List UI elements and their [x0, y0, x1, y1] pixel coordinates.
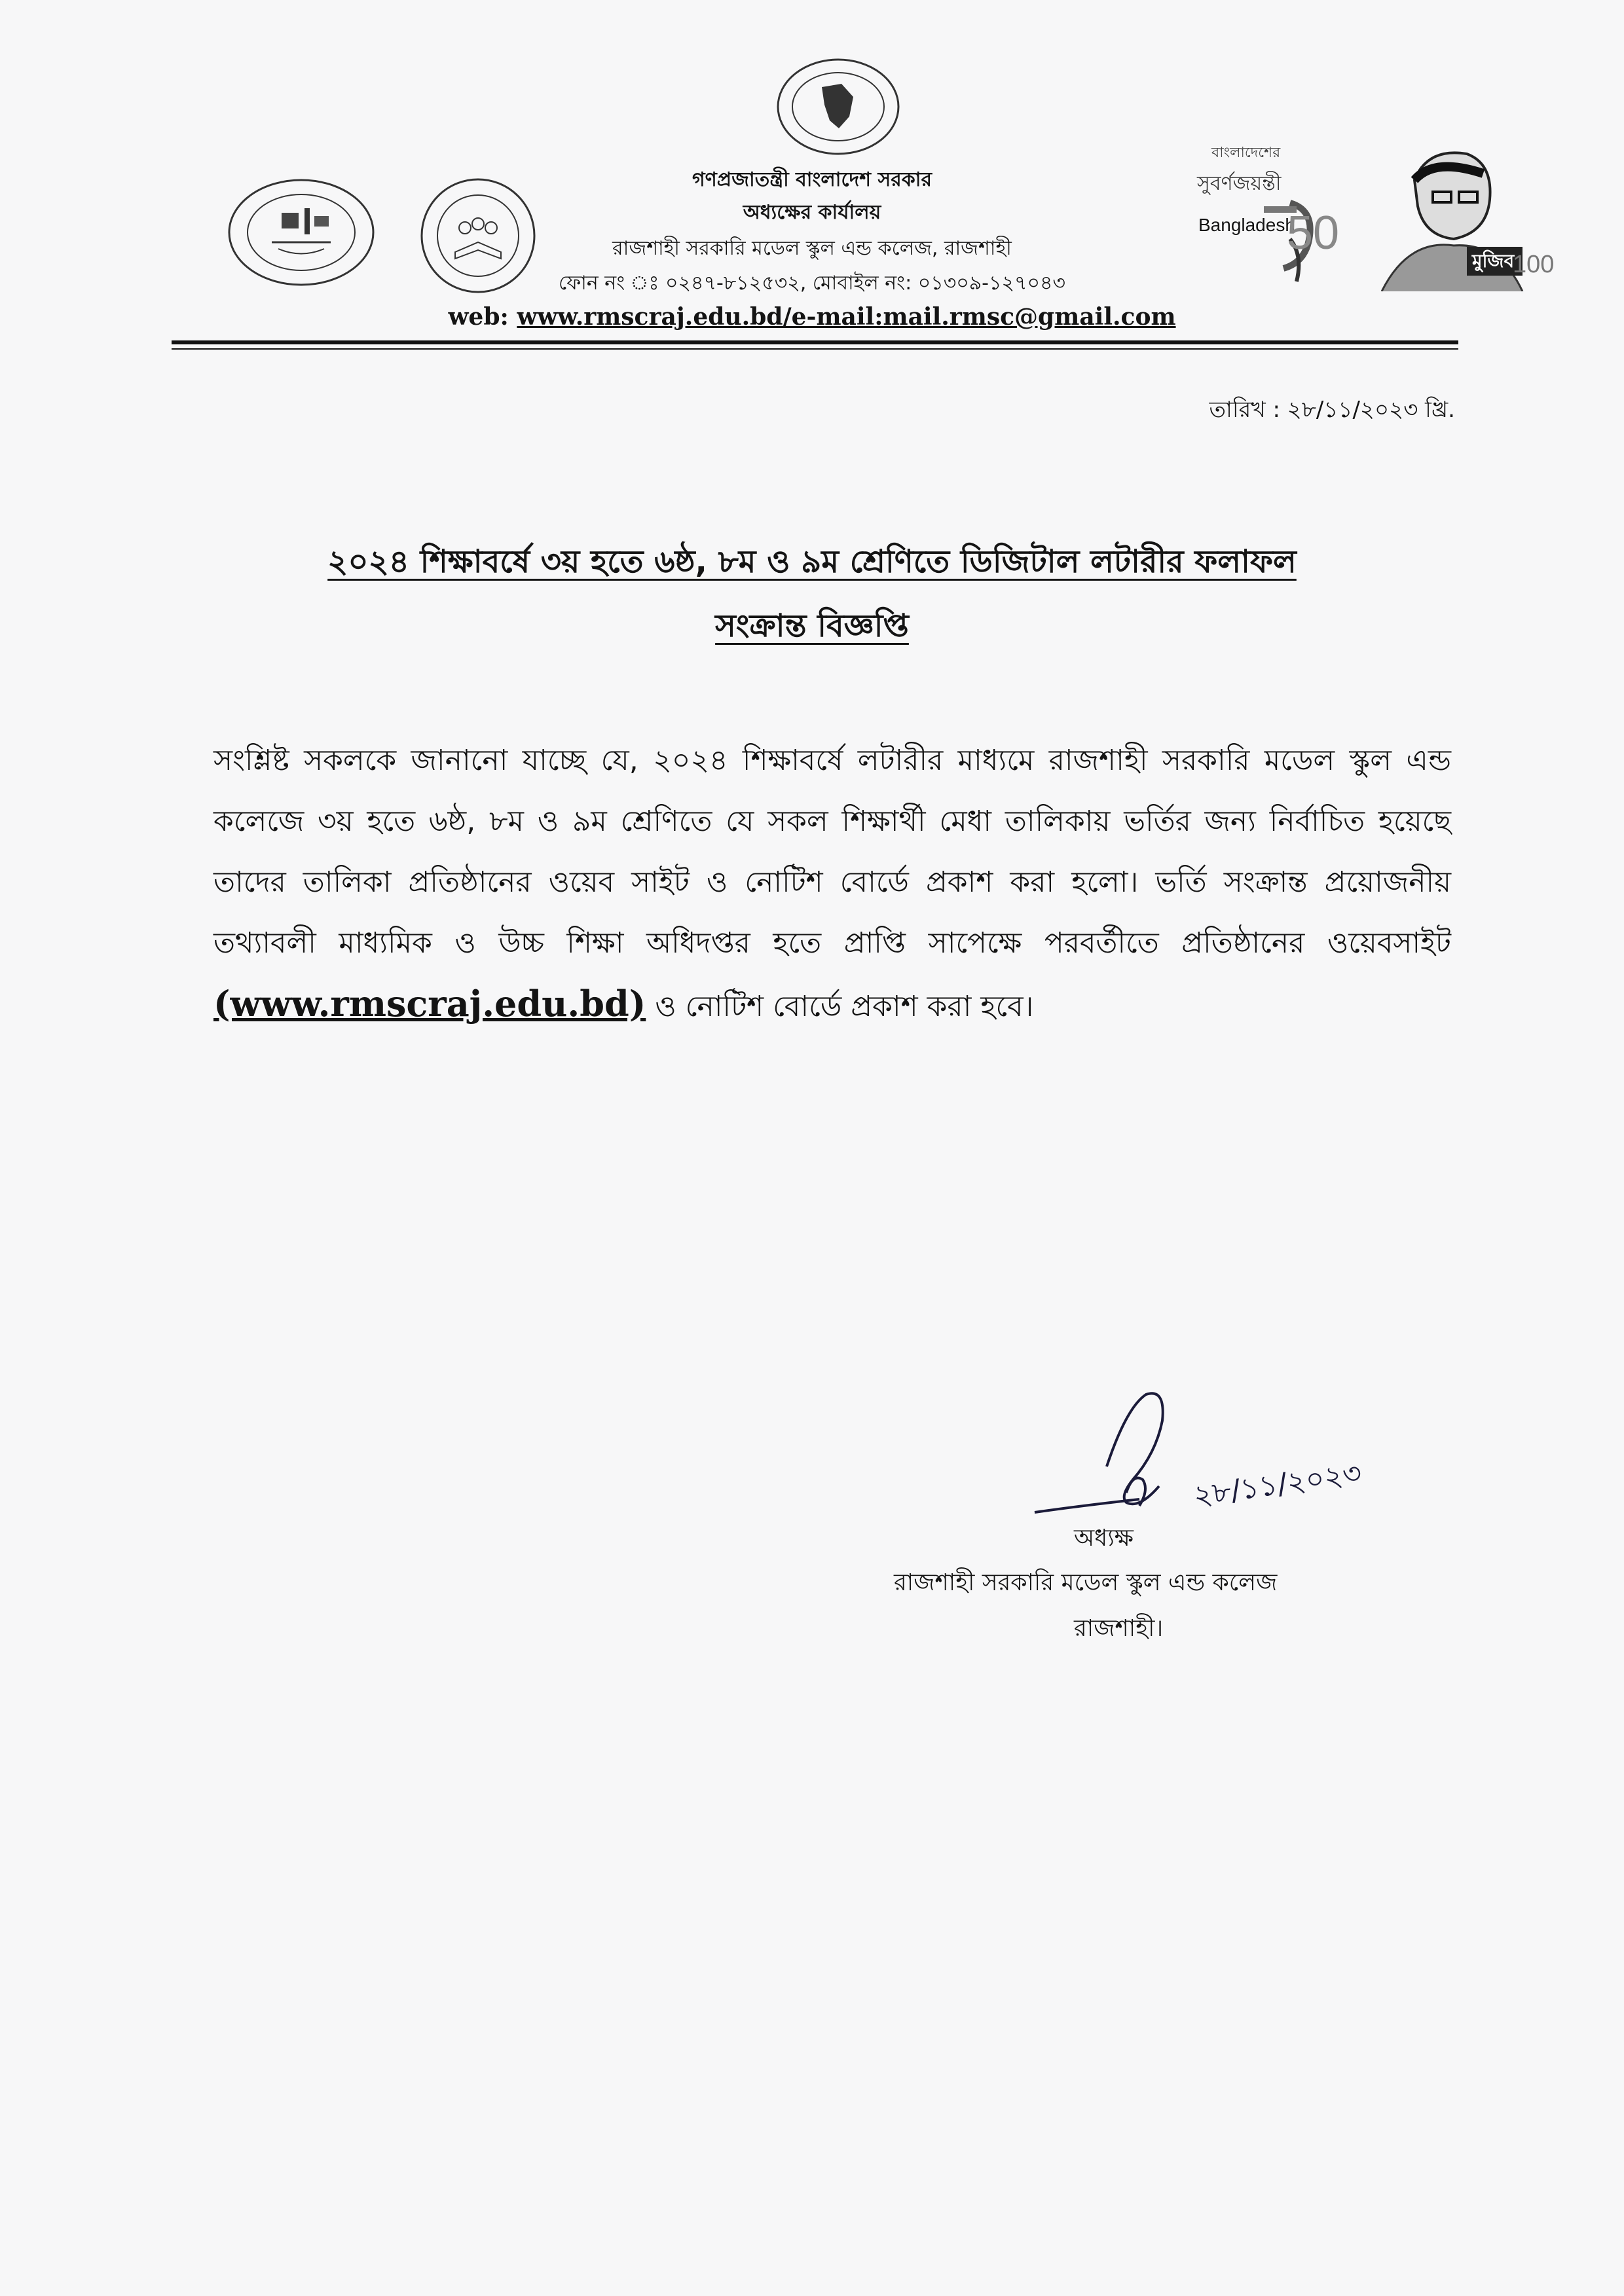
header-institution: রাজশাহী সরকারি মডেল স্কুল এন্ড কলেজ, রাজশাহী: [612, 237, 1012, 260]
handwritten-signature: [1028, 1381, 1447, 1532]
notice-title-line2-text: সংক্রান্ত বিজ্ঞপ্তি: [715, 608, 909, 644]
body-text-part2: ও নোটিশ বোর্ডে প্রকাশ করা হবে।: [646, 990, 1034, 1023]
notice-title-line2: [0, 602, 1624, 654]
svg-text:সুবর্ণজয়ন্তী: সুবর্ণজয়ন্তী: [1197, 172, 1282, 195]
jubilee-fifty-text: 50: [1287, 207, 1340, 259]
header-office: অধ্যক্ষের কার্যালয়: [743, 201, 881, 224]
body-text-part1: সংশ্লিষ্ট সকলকে জানানো যাচ্ছে যে, ২০২৪ শিক্ষাবর্ষে লটারীর মাধ্যমে রাজশাহী সরকারি মডেল স্কুল এন্ড কলেজে ৩য় হতে ৬ষ্ঠ, ৮ম ও ৯ম শ্রেণিতে যে সকল শিক্ষার্থী মেধা তালিকায় ভর্তির জন্য নির্বাচিত হয়েছে তাদের তালিকা প্রতিষ্ঠানের ওয়েব সাইট ও নোটিশ বোর্ডে প্রকাশ করা হলো। ভর্তি সংক্রান্ত প্রয়োজনীয় তথ্যাবলী মাধ্যমিক ও উচ্চ শিক্ষা অধিদপ্তর হতে প্রাপ্তি সাপেক্ষে পরবর্তীতে প্রতিষ্ঠানের ওয়েবসাইট: [213, 744, 1451, 960]
website-link[interactable]: (www.rmscraj.edu.bd): [213, 983, 646, 1025]
signatory-institution: রাজশাহী সরকারি মডেল স্কুল এন্ড কলেজ: [894, 1569, 1278, 1596]
header-government: গণপ্রজাতন্ত্রী বাংলাদেশ সরকার: [692, 168, 932, 191]
header-phone: ফোন নং ঃ ০২৪৭-৮১২৫৩২, মোবাইল নং: ০১৩০৯-১২৭০৪৩: [559, 272, 1065, 295]
jubilee-bangladesh-text: Bangladesh: [1198, 215, 1295, 235]
header-divider-thick: [172, 340, 1458, 344]
header-web: [0, 303, 1624, 331]
hundred-text: 100: [1513, 251, 1555, 278]
svg-text:বাংলাদেশের: বাংলাদেশের: [1211, 145, 1281, 161]
header-divider-thin: [172, 348, 1458, 350]
web-link[interactable]: www.rmscraj.edu.bd/e-mail:mail.rmsc@gmail.com: [517, 303, 1176, 331]
signatory-designation: অধ্যক্ষ: [1074, 1525, 1134, 1552]
government-seal-logo: [776, 58, 900, 156]
notice-date: তারিখ : ২৮/১১/২০২৩ খ্রি.: [1209, 397, 1455, 423]
signature-date-text: ২৮/১১/২০২৩: [1191, 1456, 1364, 1513]
notice-title-line1: [0, 538, 1624, 590]
notice-body: [213, 730, 1451, 1037]
signatory-city: রাজশাহী।: [1074, 1615, 1164, 1642]
notice-title-line1-text: ২০২৪ শিক্ষাবর্ষে ৩য় হতে ৬ষ্ঠ, ৮ম ও ৯ম শ্রেণিতে ডিজিটাল লটারীর ফলাফল: [327, 543, 1297, 580]
mujib-text: মুজিব: [1472, 250, 1515, 272]
web-label: web:: [448, 303, 509, 331]
